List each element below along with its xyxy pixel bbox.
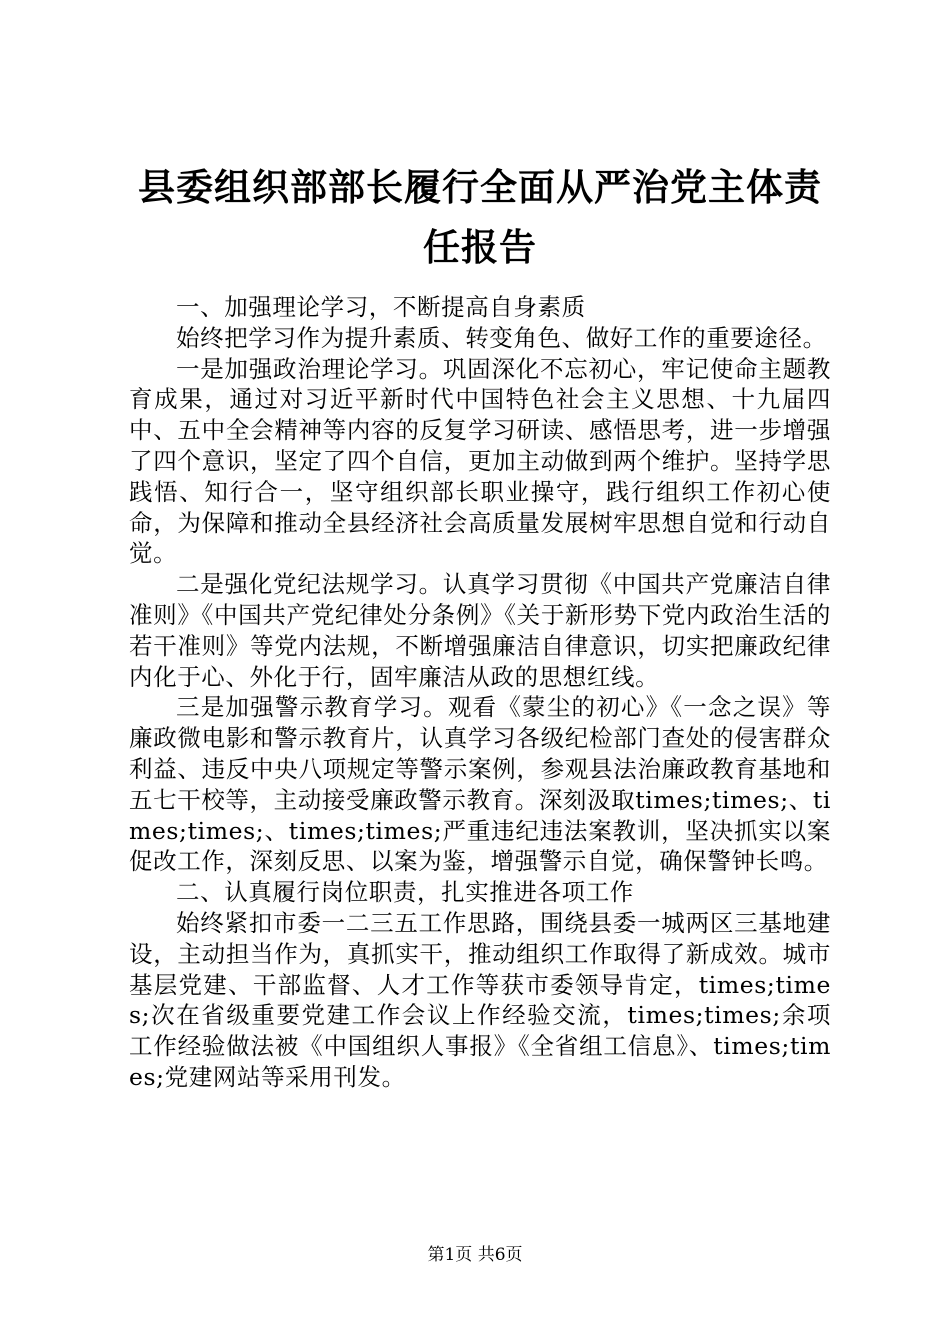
body-paragraph: 始终把学习作为提升素质、转变角色、做好工作的重要途径。 [176,323,827,352]
body-paragraph: 二是强化党纪法规学习。认真学习贯彻《中国共产党廉洁自律准则》《中国共产党纪律处分条例》《关于新形势下党内政治生活的若干准则》等党内法规，不断增强廉洁自律意识，切实把廉政纪律内化于心、外化于行，固牢廉洁从政的思想红线。 [129,570,831,691]
page-footer: 第1页 共6页 [427,1245,523,1265]
body-paragraph: 始终紧扣市委一二三五工作思路，围绕县委一城两区三基地建设，主动担当作为，真抓实干，推动组织工作取得了新成效。城市基层党建、干部监督、人才工作等获市委领导肯定，times;times;次在省级重要党建工作会议上作经验交流，times;times;余项工作经验做法被《中国组织人事报》《全省组工信息》、times;times;党建网站等采用刊发。 [129,908,831,1091]
section-heading-1: 一、加强理论学习，不断提高自身素质 [176,293,586,321]
document-body [129,292,831,1093]
body-paragraph: 三是加强警示教育学习。观看《蒙尘的初心》《一念之误》等廉政微电影和警示教育片，认真学习各级纪检部门查处的侵害群众利益、违反中央八项规定等警示案例，参观县法治廉政教育基地和五七干校等，主动接受廉政警示教育。深刻汲取times;times;、times;times;、times;times;严重违纪违法案教训，坚决抓实以案促改工作，深刻反思、以案为鉴，增强警示自觉，确保警钟长鸣。 [129,693,831,876]
body-paragraph: 一是加强政治理论学习。巩固深化不忘初心，牢记使命主题教育成果，通过对习近平新时代中国特色社会主义思想、十九届四中、五中全会精神等内容的反复学习研读、感悟思考，进一步增强了四个意识，坚定了四个自信，更加主动做到两个维护。坚持学思践悟、知行合一，坚守组织部长职业操守，践行组织工作初心使命，为保障和推动全县经济社会高质量发展树牢思想自觉和行动自觉。 [129,354,831,568]
section-heading-2: 二、认真履行岗位职责，扎实推进各项工作 [176,878,634,907]
document-title: 县委组织部部长履行全面从严治党主体责任报告 [138,166,822,269]
